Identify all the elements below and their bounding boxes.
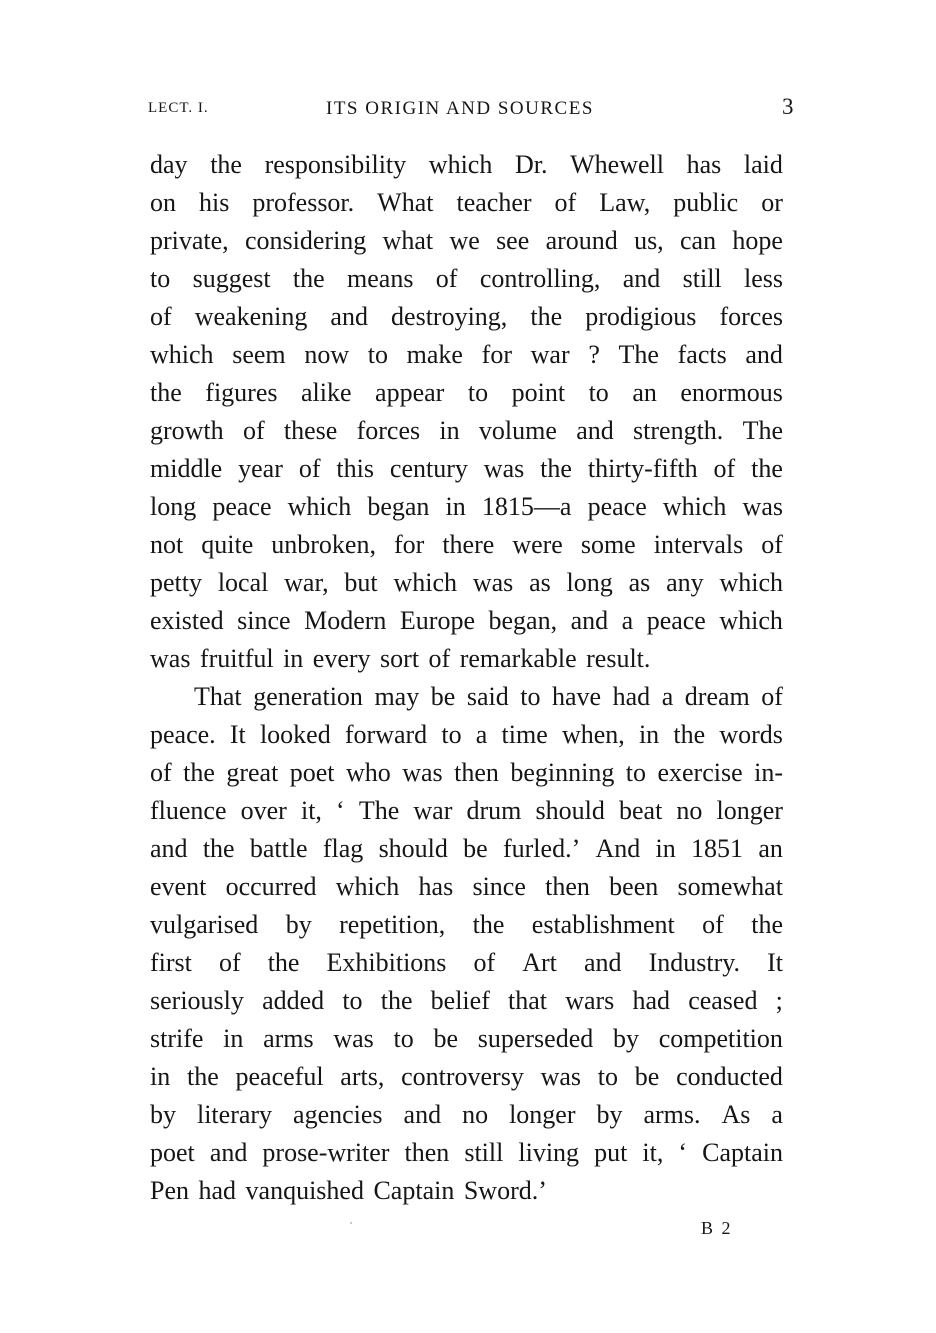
word: to <box>520 682 541 711</box>
word: somewhat <box>677 872 783 901</box>
word: which <box>719 606 783 635</box>
text-line <box>150 488 783 526</box>
text-line <box>150 146 783 184</box>
word: superseded <box>477 1024 594 1053</box>
text-line <box>150 1096 783 1134</box>
word: put <box>594 1138 628 1167</box>
word: a <box>475 720 488 749</box>
text-line <box>150 336 783 374</box>
word: in <box>638 720 660 749</box>
word: The <box>358 796 400 825</box>
word: thirty-fifth <box>587 454 698 483</box>
word: ‘ <box>336 796 345 825</box>
word: a <box>771 1100 783 1129</box>
paragraph <box>150 678 783 1210</box>
word: no <box>462 1100 489 1129</box>
word: seem <box>232 340 286 369</box>
word: to <box>625 758 647 787</box>
word: And <box>595 834 641 863</box>
word: The <box>742 416 783 445</box>
text-line <box>150 602 783 640</box>
word: conducted <box>676 1062 783 1091</box>
word: and <box>330 302 368 331</box>
word: this <box>336 454 374 483</box>
word: in- <box>754 758 783 787</box>
word: which <box>393 568 457 597</box>
word: beat <box>618 796 663 825</box>
word: longer <box>716 796 783 825</box>
word: first <box>150 948 192 977</box>
word: less <box>744 264 783 293</box>
word: of <box>713 454 736 483</box>
text-line <box>150 412 783 450</box>
word: was <box>483 454 525 483</box>
word: flag <box>322 834 364 863</box>
word: Exhibitions <box>326 948 447 977</box>
word: war, <box>284 568 329 597</box>
word: had <box>612 682 651 711</box>
word: by <box>150 1100 176 1129</box>
word: to <box>441 720 462 749</box>
word: vulgarised <box>150 910 259 939</box>
word: Art <box>522 948 557 977</box>
word: which <box>428 150 493 179</box>
word: around <box>545 226 618 255</box>
word: the <box>150 378 182 407</box>
word: of <box>554 188 577 217</box>
header-lecture-label: LECT. I. <box>148 100 209 116</box>
text-line <box>150 982 783 1020</box>
word: since <box>472 872 526 901</box>
word: and <box>745 340 783 369</box>
word: been <box>609 872 659 901</box>
word: the <box>210 150 242 179</box>
word: by <box>612 1024 639 1053</box>
word: drum <box>466 796 522 825</box>
word: facts <box>677 340 727 369</box>
word: the <box>751 454 783 483</box>
word: of <box>242 416 265 445</box>
word: a <box>621 606 634 635</box>
word: now <box>304 340 350 369</box>
text-line: was fruitful in every sort of remarkable result. <box>150 644 651 673</box>
text-line <box>150 792 783 830</box>
word: by <box>596 1100 623 1129</box>
word: over <box>240 796 287 825</box>
word: words <box>719 720 783 749</box>
word: long <box>150 492 197 521</box>
word: then <box>454 758 499 787</box>
word: of <box>218 948 241 977</box>
word: professor. <box>252 188 355 217</box>
word: to <box>150 264 171 293</box>
word: and <box>209 1138 248 1167</box>
word: the <box>530 302 563 331</box>
word: arms <box>263 1024 314 1053</box>
word: then <box>545 872 590 901</box>
word: should <box>535 796 605 825</box>
word: generation <box>253 682 363 711</box>
word: a <box>661 682 674 711</box>
word: ; <box>775 986 783 1015</box>
word: Europe <box>399 606 475 635</box>
text-line <box>150 868 783 906</box>
word: was <box>742 492 783 521</box>
word: to <box>597 1062 619 1091</box>
word: suggest <box>192 264 271 293</box>
word: and <box>576 416 614 445</box>
word: means <box>347 264 414 293</box>
signature-mark: B 2 <box>701 1218 733 1238</box>
text-line <box>150 564 783 602</box>
word: there <box>442 530 495 559</box>
word: in <box>439 416 460 445</box>
word: local <box>217 568 269 597</box>
word: dream <box>684 682 750 711</box>
word: seriously <box>150 986 244 1015</box>
word: looked <box>259 720 331 749</box>
word: public <box>673 188 739 217</box>
word: prodigious <box>585 302 697 331</box>
text-line <box>150 1058 783 1096</box>
word: the <box>292 264 325 293</box>
text-line <box>150 1020 783 1058</box>
text-line <box>150 678 783 716</box>
word: exercise <box>657 758 743 787</box>
word: any <box>666 568 704 597</box>
word: living <box>518 1138 580 1167</box>
word: it, <box>642 1138 664 1167</box>
word: the <box>472 910 505 939</box>
word: alike <box>301 378 352 407</box>
word: as <box>529 568 551 597</box>
word: Modern <box>304 606 387 635</box>
word: time <box>501 720 548 749</box>
word: the <box>751 910 783 939</box>
word: long <box>566 568 613 597</box>
word: to <box>588 378 609 407</box>
word: 1851 <box>691 834 744 863</box>
word: the <box>267 948 300 977</box>
word: to <box>367 340 388 369</box>
word: which <box>662 492 727 521</box>
word: in <box>150 1062 171 1091</box>
word: the <box>540 454 572 483</box>
word: in <box>223 1024 244 1053</box>
word: forces <box>356 416 421 445</box>
word: began, <box>488 606 558 635</box>
word: and <box>622 264 661 293</box>
word: which <box>335 872 400 901</box>
word: weakening <box>194 302 308 331</box>
word: enormous <box>680 378 783 407</box>
word: for <box>393 530 425 559</box>
word: to <box>342 986 363 1015</box>
word: then <box>404 1138 450 1167</box>
word: It <box>767 948 783 977</box>
word: which <box>150 340 214 369</box>
word: It <box>229 720 246 749</box>
word: teacher <box>456 188 532 217</box>
word: be <box>463 834 488 863</box>
word: be <box>433 1024 459 1053</box>
word: and <box>583 948 622 977</box>
word: but <box>344 568 378 597</box>
word: peaceful <box>235 1062 324 1091</box>
word: still <box>464 1138 504 1167</box>
word: who <box>345 758 391 787</box>
word: of <box>150 758 172 787</box>
word: That <box>194 682 242 711</box>
word: since <box>237 606 291 635</box>
text-line <box>150 526 783 564</box>
word: some <box>580 530 636 559</box>
word: of <box>761 682 783 711</box>
text-line <box>150 944 783 982</box>
word: an <box>758 834 783 863</box>
word: ‘ <box>678 1138 688 1167</box>
word: as <box>628 568 651 597</box>
word: Whewell <box>570 150 664 179</box>
word: figures <box>205 378 278 407</box>
text-line: Pen had vanquished Captain Sword.’ <box>150 1176 547 1205</box>
word: establishment <box>531 910 675 939</box>
word: peace <box>212 492 272 521</box>
word: was <box>472 568 514 597</box>
word: unbroken, <box>271 530 376 559</box>
body-text <box>150 146 783 1210</box>
word: the <box>673 720 706 749</box>
word: responsibility <box>264 150 407 179</box>
word: war <box>413 796 453 825</box>
word: wars <box>565 986 615 1015</box>
word: controlling, <box>479 264 601 293</box>
word: his <box>199 188 230 217</box>
word: said <box>466 682 509 711</box>
word: Dr. <box>514 150 548 179</box>
word: to <box>467 378 489 407</box>
text-line <box>150 260 783 298</box>
word: of <box>473 948 496 977</box>
word: battle <box>249 834 308 863</box>
word: considering <box>244 226 367 255</box>
word: no <box>676 796 703 825</box>
word: was <box>333 1024 374 1053</box>
text-line <box>150 754 783 792</box>
word: occurred <box>225 872 317 901</box>
word: What <box>377 188 434 217</box>
word: year <box>238 454 283 483</box>
word: can <box>679 226 717 255</box>
word: destroying, <box>391 302 508 331</box>
word: were <box>512 530 563 559</box>
word: or <box>761 188 783 217</box>
word: an <box>632 378 657 407</box>
word: middle <box>150 454 223 483</box>
word: private, <box>150 226 229 255</box>
word: we <box>449 226 480 255</box>
paragraph <box>150 146 783 678</box>
text-line <box>150 222 783 260</box>
text-line <box>150 1134 783 1172</box>
word: intervals <box>653 530 744 559</box>
header-title: ITS ORIGIN AND SOURCES <box>326 98 594 119</box>
word: by <box>285 910 312 939</box>
word: Law, <box>599 188 651 217</box>
word: added <box>262 986 325 1015</box>
word: the <box>183 758 215 787</box>
word: As <box>721 1100 751 1129</box>
word: strength. <box>633 416 724 445</box>
word: had <box>632 986 671 1015</box>
word: that <box>508 986 548 1015</box>
word: make <box>406 340 463 369</box>
word: to <box>393 1024 414 1053</box>
word: ceased <box>688 986 758 1015</box>
word: has <box>418 872 454 901</box>
word: war <box>530 340 570 369</box>
word: in <box>445 492 466 521</box>
word: arms. <box>643 1100 701 1129</box>
word: of <box>761 530 783 559</box>
word: still <box>682 264 722 293</box>
word: began <box>367 492 430 521</box>
text-line <box>150 374 783 412</box>
word: great <box>226 758 279 787</box>
word: arts, <box>340 1062 385 1091</box>
running-header <box>148 94 794 126</box>
word: of <box>435 264 458 293</box>
word: century <box>389 454 468 483</box>
word: appear <box>375 378 445 407</box>
word: peace. <box>150 720 216 749</box>
word: longer <box>509 1100 576 1129</box>
word: literary <box>196 1100 273 1129</box>
word: for <box>481 340 512 369</box>
word: belief <box>430 986 490 1015</box>
word: it, <box>300 796 322 825</box>
word: fluence <box>150 796 227 825</box>
text-line <box>150 716 783 754</box>
word: furled.’ <box>502 834 581 863</box>
word: of <box>702 910 724 939</box>
word: on <box>150 188 176 217</box>
word: growth <box>150 416 224 445</box>
word: may <box>374 682 420 711</box>
word: strife <box>150 1024 204 1053</box>
word: and <box>150 834 188 863</box>
word: poet <box>289 758 335 787</box>
word: which <box>287 492 352 521</box>
word: have <box>552 682 602 711</box>
word: agencies <box>293 1100 383 1129</box>
text-line <box>150 450 783 488</box>
word: day <box>150 150 188 179</box>
word: us, <box>634 226 664 255</box>
word: Captain <box>702 1138 783 1167</box>
word: beginning <box>510 758 615 787</box>
word: in <box>655 834 676 863</box>
word: existed <box>150 606 224 635</box>
word: the <box>202 834 235 863</box>
text-line <box>150 830 783 868</box>
word: of <box>298 454 321 483</box>
word: was <box>540 1062 582 1091</box>
word: petty <box>150 568 202 597</box>
word: which <box>719 568 783 597</box>
word: repetition, <box>339 910 446 939</box>
word: what <box>382 226 434 255</box>
word: peace <box>646 606 706 635</box>
word: and <box>570 606 609 635</box>
word: has <box>686 150 722 179</box>
word: competition <box>658 1024 783 1053</box>
text-line <box>150 184 783 222</box>
word: the <box>186 1062 219 1091</box>
word: forward <box>344 720 428 749</box>
paper-speck <box>350 1222 352 1224</box>
word: when, <box>561 720 625 749</box>
page-number: 3 <box>782 94 794 119</box>
word: point <box>511 378 566 407</box>
word: be <box>634 1062 660 1091</box>
word: ? <box>588 340 600 369</box>
word: laid <box>743 150 783 179</box>
word: controversy <box>401 1062 524 1091</box>
word: event <box>150 872 207 901</box>
word: prose-writer <box>262 1138 390 1167</box>
word: peace <box>587 492 647 521</box>
word: poet <box>150 1138 195 1167</box>
text-line <box>150 298 783 336</box>
word: quite <box>201 530 254 559</box>
word: forces <box>719 302 783 331</box>
word: Industry. <box>648 948 741 977</box>
word: be <box>430 682 456 711</box>
word: should <box>378 834 448 863</box>
word: these <box>283 416 338 445</box>
word: 1815—a <box>481 492 572 521</box>
word: not <box>150 530 184 559</box>
text-line <box>150 906 783 944</box>
word: was <box>402 758 443 787</box>
word: The <box>618 340 659 369</box>
word: hope <box>732 226 783 255</box>
word: of <box>150 302 172 331</box>
word: volume <box>478 416 557 445</box>
word: see <box>496 226 530 255</box>
word: the <box>380 986 413 1015</box>
word: and <box>403 1100 442 1129</box>
